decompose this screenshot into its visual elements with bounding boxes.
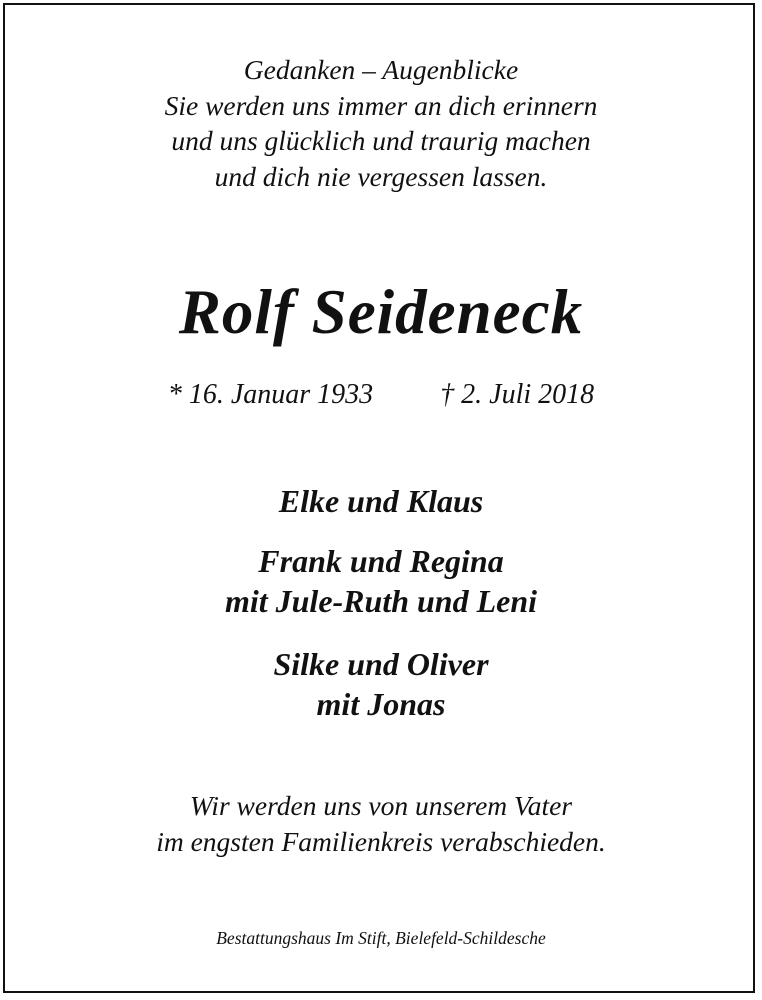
death-date: † 2. Juli 2018 — [440, 379, 595, 410]
mourner-group — [0, 481, 762, 521]
birth-date: * 16. Januar 1933 — [167, 379, 374, 410]
memorial-poem — [0, 52, 762, 194]
poem-line: und dich nie vergessen lassen. — [214, 160, 548, 192]
mourner-line: mit Jule-Ruth und Leni — [224, 583, 538, 619]
poem-line: Sie werden uns immer an dich erinnern — [164, 89, 598, 121]
poem-line: und uns glücklich und traurig machen — [171, 125, 591, 156]
closing-statement — [0, 788, 762, 860]
deceased-name: Rolf Seideneck — [178, 277, 584, 347]
mourner-line: Silke und Oliver — [273, 646, 489, 682]
funeral-home: Bestattungshaus Im Stift, Bielefeld-Schildesche — [216, 928, 546, 948]
mourner-line: mit Jonas — [316, 686, 446, 722]
poem-line: Gedanken – Augenblicke — [243, 54, 519, 85]
mourner-group — [0, 541, 762, 621]
life-dates — [0, 377, 762, 413]
closing-line: im engsten Familienkreis verabschieden. — [156, 826, 606, 857]
mourner-line: Elke und Klaus — [278, 483, 484, 519]
mourner-line: Frank und Regina — [258, 543, 504, 579]
mourner-group — [0, 644, 762, 724]
closing-line: Wir werden uns von unserem Vater — [189, 790, 573, 821]
